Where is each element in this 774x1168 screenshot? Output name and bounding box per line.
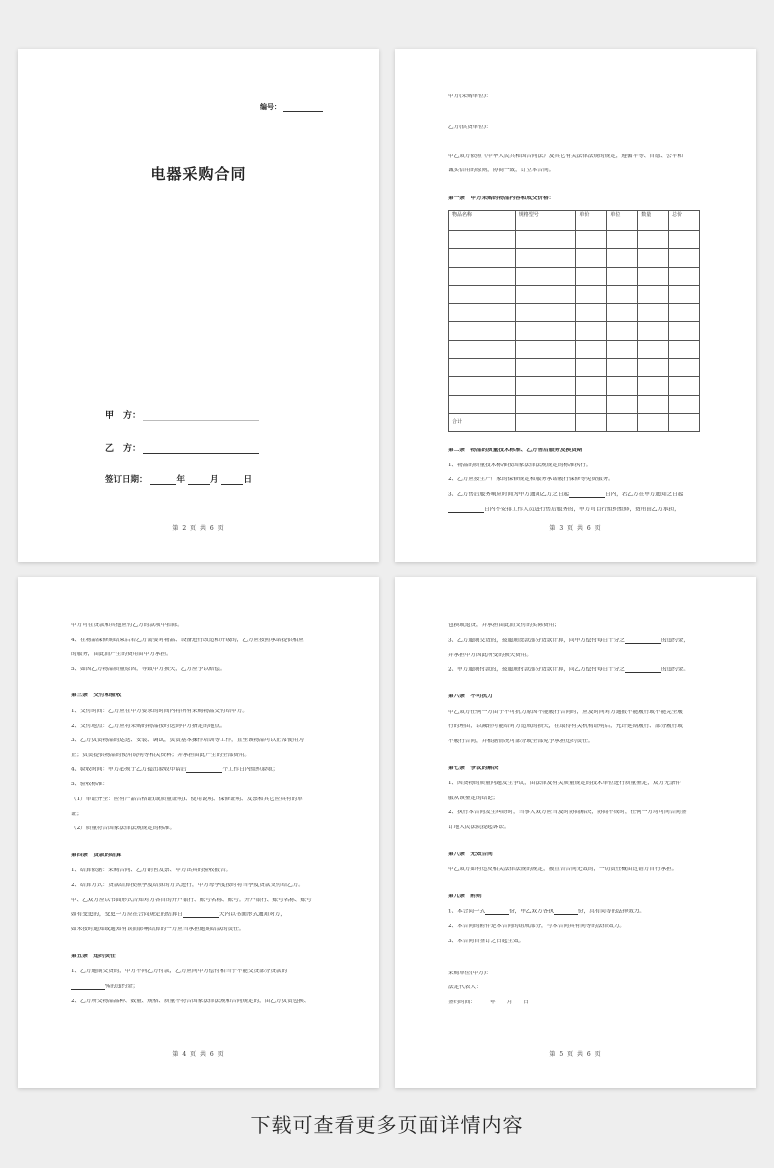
- table-row: [449, 322, 700, 340]
- table-header-cell: 单位: [607, 210, 638, 230]
- body-line: 2、甲方逾期付款的，按逾期付款部分货款计算，向乙方偿付每日千分之 的违约金。: [448, 667, 689, 673]
- contract-number-field: [260, 102, 323, 112]
- article-9-line: 1、本合同一式 份，甲乙双方各执 份，具有同等的法律效力。: [448, 909, 646, 915]
- document-page-cover: [18, 49, 379, 562]
- table-header-cell: 规格型号: [515, 210, 576, 230]
- article-1-title: 第一条 甲方采购的物品内容和成交价格：: [448, 196, 555, 202]
- table-row: [449, 304, 700, 322]
- article-2-title: 第二条 物品的质量技术标准、乙方售后服务及换货期: [448, 447, 583, 453]
- table-header-row: [449, 210, 700, 230]
- article-4-title: 第四条 货款的结算: [71, 852, 122, 858]
- article-9-line: 2、本合同的附件是本合同的组成部分，与本合同具有同等的法律效力。: [448, 924, 625, 930]
- article-6-line: 行的理由，以减轻可能给对方造成的损失，在取得有关机构证明后，允许延期履行、部分履行或: [448, 724, 683, 730]
- article-7-line: 2、执行本合同发生纠纷时，当事人双方应当及时协商解决，协商不成时，任何一方均可向合同签: [448, 810, 687, 816]
- article-3-line: 2、交付地点：乙方应将采购的物品按时送到甲方指定的地点。: [71, 723, 226, 729]
- goods-table: [448, 210, 700, 432]
- article-3-line: 3、乙方负责物品的运送、安装、调试，负责基本操作培训等工作，直至该物品可以正常使用为: [71, 738, 304, 744]
- article-7-line: 服从该鉴定的结论；: [448, 795, 499, 801]
- article-4-line: 甲、乙双方应以书面形式告知对方各自的开户银行、账号名称、账号。开户银行、账号名称、账号: [71, 897, 312, 903]
- page-footer: 第 5 页 共 6 页: [549, 1051, 602, 1058]
- document-page-4: [395, 577, 756, 1088]
- article-3-line: 证；: [71, 811, 83, 817]
- article-4-line: 如未按时通知或通知有误而影响结算的一方应当承担逾期结款的责任。: [71, 927, 245, 933]
- body-line: 的服务，由此而产生的费用由甲方承担。: [71, 652, 172, 658]
- table-row: [449, 230, 700, 248]
- table-row: [449, 377, 700, 395]
- table-row: [449, 359, 700, 377]
- table-header-cell: 单价: [576, 210, 607, 230]
- party-b-line: 乙方(供货单位)：: [448, 124, 492, 130]
- article-5-line: %的违约金；: [71, 984, 325, 990]
- article-2-line: 1、物品的质量技术标准按国家法律法规规定的标准执行。: [448, 462, 592, 468]
- article-2-line: 日内不安排工作人员进行售后服务的，甲方可自行组织维修，费用由乙方承担，: [448, 507, 702, 513]
- contract-number-label: 编号：: [260, 103, 281, 111]
- table-row: [449, 249, 700, 267]
- table-total-label: 合计: [449, 413, 516, 431]
- page-footer: 第 2 页 共 6 页: [172, 525, 225, 532]
- signing-date-label: 签订日期：: [105, 475, 148, 485]
- article-3-line: （2）质量符合国家法律法规规定的标准。: [71, 826, 176, 832]
- article-9-title: 第九条 附则: [448, 893, 482, 899]
- month-label: 月: [209, 475, 219, 485]
- article-6-line: 甲乙双方任何一方由于不可抗力原因不能履行合同时，应及时向对方通报不能履行或不能完全履: [448, 709, 683, 715]
- table-header-cell: 数量: [638, 210, 669, 230]
- contract-number-blank: [283, 104, 323, 112]
- party-b-label: 乙 方：: [105, 444, 142, 454]
- signing-date-field: [105, 473, 252, 485]
- preamble-line: 诚实信用的原则，协商一致，订立本合同。: [448, 167, 555, 173]
- table-header-cell: 物品名称: [449, 210, 516, 230]
- table-row: [449, 285, 700, 303]
- article-3-title: 第三条 交付和验收: [71, 693, 122, 699]
- article-3-line: 止；负责提供物品的使用说明等相关资料；并承担由此产生的全部费用。: [71, 752, 251, 758]
- article-2-line: 2、乙方应按生产厂家的保修规定和服务承诺履行保修等免费服务。: [448, 477, 614, 483]
- table-row: [449, 340, 700, 358]
- article-4-line: 1、结算依据：采购合同、乙方销售发票、甲方出具的验收报告。: [71, 868, 232, 874]
- body-line: 4、在物品保修期结束后若乙方需要对物品、设备进行改造和升级的，乙方应按照承诺提供相应: [71, 637, 304, 643]
- preamble-line: 甲乙双方依照《中华人民共和国合同法》及其它有关法律法规的规定，遵循平等、自愿、公平和: [448, 154, 683, 160]
- article-2-line: 3、乙方售后服务响应时间为甲方通知乙方之日起 日内，若乙方在甲方通知之日起: [448, 491, 684, 498]
- party-a-field: [105, 408, 259, 421]
- table-row: [449, 267, 700, 285]
- day-label: 日: [243, 475, 252, 485]
- signature-line: 法定代表人：: [448, 985, 482, 991]
- article-5-title: 第五条 违约责任: [71, 953, 116, 959]
- body-line: 5、如因乙方物品质量原因，导致甲方损失，乙方应予以赔偿。: [71, 666, 226, 672]
- document-page-3: [18, 577, 379, 1088]
- article-3-line: 5、验收标准：: [71, 782, 109, 788]
- day-blank: [221, 476, 243, 485]
- body-line: 并承担甲方因此所受的损失费用。: [448, 652, 532, 658]
- article-7-line: 订地人民法院提起诉讼。: [448, 824, 510, 830]
- body-line: 甲方可在货款和其他应付乙方的款项中扣除。: [71, 623, 183, 628]
- table-header-cell: 总价: [669, 210, 700, 230]
- year-blank: [150, 476, 176, 485]
- page-footer: 第 4 页 共 6 页: [172, 1051, 225, 1058]
- article-7-line: 1、因货物的质量问题发生争议，由法律及有关质量规定的技术单位进行质量鉴定，双方无条件: [448, 781, 681, 787]
- party-a-line: 甲方(采购单位)：: [448, 94, 492, 99]
- month-blank: [188, 476, 210, 485]
- article-7-title: 第七条 争议的解决: [448, 765, 499, 771]
- download-caption: 下载可查看更多页面详情内容: [250, 1113, 524, 1137]
- document-page-2: [395, 49, 756, 562]
- article-3-line: 1、交付时间：乙方应在甲方要求的时间内将所有采购物品交付给甲方。: [71, 708, 248, 714]
- signature-line: 采购单位(甲方)：: [448, 970, 492, 976]
- party-a-blank: [143, 411, 259, 421]
- party-b-blank: [143, 444, 259, 454]
- year-label: 年: [176, 475, 185, 485]
- article-4-line: 如有变更的，变更一方应在合同规定的结算日 天内以书面形式通知对方，: [71, 912, 287, 918]
- body-line: 包换或退货，并承担由此而支付的实际费用；: [448, 623, 560, 628]
- article-9-line: 3、本合同自签订之日起生效。: [448, 938, 525, 944]
- party-a-label: 甲 方：: [105, 411, 142, 421]
- article-6-line: 不履行合同，并根据情况可部分或全部免予承担违约责任。: [448, 738, 594, 744]
- table-total-row: [449, 413, 700, 431]
- table-row: [449, 395, 700, 413]
- page-footer: 第 3 页 共 6 页: [549, 525, 602, 532]
- article-3-line: （1）单证齐全：应有产品合格证(或质量证明)、使用说明、保修证明、发票和其它应具有的单: [71, 796, 303, 802]
- article-5-line: 1、乙方逾期交货的，甲方不向乙方付款，乙方应向甲方偿付相当于不能交货部分货款的: [71, 969, 288, 975]
- article-5-line: 2、乙方所交物品品种、数量、规格、质量不符合国家法律法规和合同规定的，由乙方负责包换、: [71, 998, 310, 1004]
- article-4-line: 2、结算方式：货款结算按照季度结算的方式进行，甲方每季度按时将当季度货款支付给乙方。: [71, 882, 304, 888]
- article-8-line: 甲乙双方如有违反相关法律法规的规定，被宣告合同无效的，一切责任概由过错方自行承担。: [448, 867, 678, 873]
- party-b-field: [105, 441, 259, 454]
- signature-line: 签约时间： 年 月 日: [448, 999, 530, 1005]
- body-line: 3、乙方逾期交货的，按逾期货款部分货款计算，向甲方偿付每日千分之 的违约金，: [448, 637, 689, 643]
- article-6-title: 第六条 不可抗力: [448, 694, 493, 700]
- document-title: 电器采购合同: [150, 165, 247, 183]
- article-3-line: 4、验收时间：甲方必须于乙方提出验收申请后 个工作日内组织验收；: [71, 767, 279, 773]
- article-8-title: 第八条 无效合同: [448, 851, 493, 857]
